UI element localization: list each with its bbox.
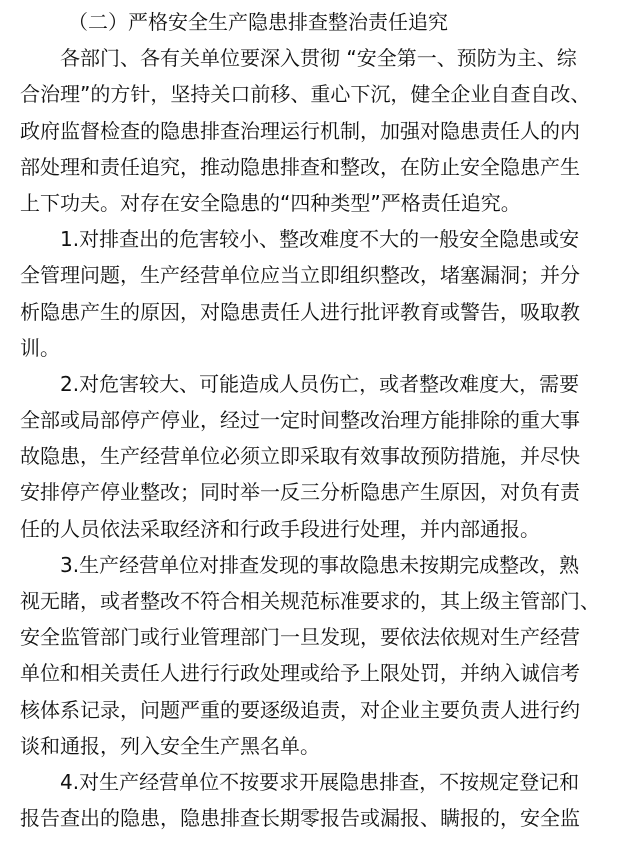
paragraph-2-line-3: 析隐患产生的原因，对隐患责任人进行批评教育或警告，吸取教 (20, 299, 580, 324)
paragraph-1-line-4: 部处理和责任追究，推动隐患排查和整改，在防止安全隐患产生 (20, 154, 580, 179)
paragraph-3-line-4: 安排停产停业整改；同时举一反三分析隐患产生原因，对负有责 (20, 480, 580, 505)
paragraph-2-line-2: 全管理问题，生产经营单位应当立即组织整改，堵塞漏洞；并分 (20, 263, 580, 288)
paragraph-4-line-2: 视无睹，或者整改不符合相关规范标准要求的，其上级主管部门、 (20, 589, 600, 613)
paragraph-3-line-2: 全部或局部停产停业，经过一定时间整改治理方能排除的重大事 (20, 408, 580, 433)
paragraph-1-line-2: 合治理”的方针，坚持关口前移、重心下沉，健全企业自查自改、 (20, 82, 591, 107)
paragraph-4-line-5: 核体系记录，问题严重的要逐级追责，对企业主要负责人进行约 (20, 697, 580, 722)
section-heading: （二）严格安全生产隐患排查整治责任追究 (68, 10, 448, 34)
paragraph-2-line-4: 训。 (20, 335, 60, 360)
paragraph-4-line-4: 单位和相关责任人进行行政处理或给予上限处罚，并纳入诚信考 (20, 661, 580, 686)
paragraph-4-line-1: 3.生产经营单位对排查发现的事故隐患未按期完成整改，熟 (60, 552, 580, 577)
paragraph-5-line-1: 4.对生产经营单位不按要求开展隐患排查，不按规定登记和 (60, 769, 580, 794)
paragraph-4-line-6: 谈和通报，列入安全生产黑名单。 (20, 733, 320, 758)
paragraph-3-line-3: 故隐患，生产经营单位必须立即采取有效事故预防措施，并尽快 (20, 444, 580, 469)
paragraph-5-line-2: 报告查出的隐患，隐患排查长期零报告或漏报、瞒报的，安全监 (20, 806, 580, 831)
paragraph-1-line-3: 政府监督检查的隐患排查治理运行机制，加强对隐患责任人的内 (20, 118, 580, 143)
paragraph-2-line-1: 1.对排查出的危害较小、整改难度不大的一般安全隐患或安 (60, 227, 580, 252)
paragraph-3-line-5: 任的人员依法采取经济和行政手段进行处理，并内部通报。 (20, 516, 540, 541)
document-page (20, 4, 620, 836)
paragraph-3-line-1: 2.对危害较大、可能造成人员伤亡，或者整改难度大，需要 (60, 371, 580, 396)
paragraph-1-line-1: 各部门、各有关单位要深入贯彻 “安全第一、预防为主、综 (60, 46, 577, 71)
paragraph-4-line-3: 安全监管部门或行业管理部门一旦发现，要依法依规对生产经营 (20, 625, 580, 650)
paragraph-1-line-5: 上下功夫。对存在安全隐患的“四种类型”严格责任追究。 (20, 190, 521, 215)
